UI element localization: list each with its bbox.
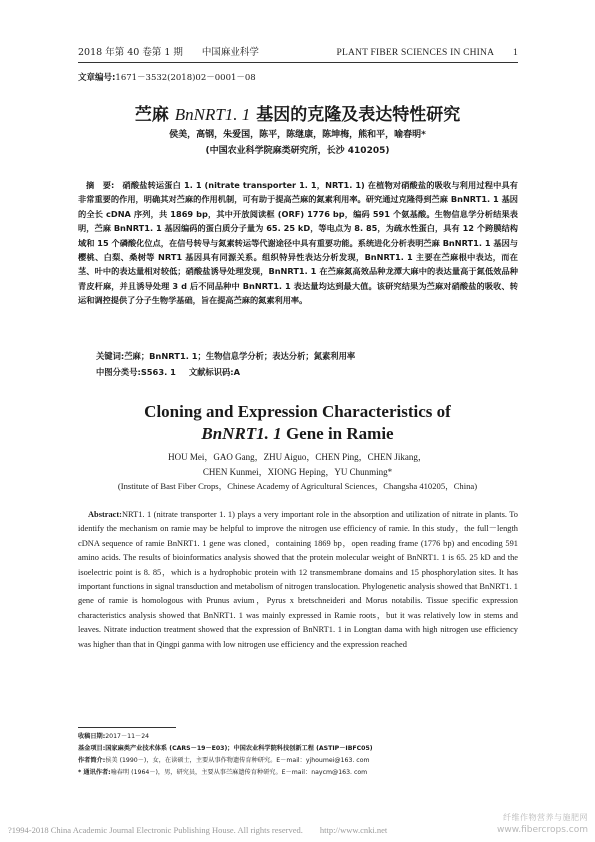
cn-title-pre: 苎麻 [134,105,175,125]
chinese-affiliation: (中国农业科学院麻类研究所，长沙 410205) [205,146,390,156]
author-bio-text: 侯美 (1990－)，女，在读硕士，主要从事作物遗传育种研究。E－mail：yjhoumei@163. com [105,757,370,764]
corresponding-text: 喻春明 (1964－)，男，研究员，主要从事苎麻遗传育种研究。E－mail：naycm@163. com [110,769,368,776]
article-number [78,71,256,83]
cn-abstract-label: 摘 要: [86,180,115,190]
watermark-line1: 纤维作物营养与施肥网 [503,813,588,822]
header-rule [78,62,518,63]
watermark-line2: www.fibercrops.com [497,825,588,835]
english-title-line1: Cloning and Expression Characteristics of [144,402,451,421]
article-number-value: 1671－3532(2018)02－0001－08 [115,73,256,83]
chinese-abstract [78,178,518,308]
watermark-logo [438,812,588,836]
keywords-label: 关键词: [96,351,125,361]
classification [96,366,240,378]
en-abstract-label: Abstract: [88,510,122,519]
chinese-title [0,100,595,125]
clc-value: S563. 1 [140,367,176,377]
english-affiliation: (Institute of Bast Fiber Crops，Chinese Academy of Agricultural Sciences，Changsha 410205，China) [117,481,478,491]
english-title-line2 [0,424,595,444]
received-date: 2017－11－24 [105,733,150,740]
keywords [96,350,355,362]
received-label: 收稿日期: [78,733,106,740]
cn-title-post: 基因的克隆及表达特性研究 [250,105,461,125]
footnote-funding [78,743,518,752]
doc-code-value: A [233,367,241,377]
doc-code-label: 文献标识码: [188,367,234,377]
footnote-received [78,731,518,740]
keywords-text: 苎麻；BnNRT1. 1；生物信息学分析；表达分析；氮素利用率 [124,351,356,361]
en-abstract-text: NRT1. 1 (nitrate transporter 1. 1) plays a very important role in the absorption and utilization of nitrate in plants. To identify the mechanism on ramie may be helpful to improve the nitrogen use efficiency of ramie. In this study，the full－length cDNA sequence of ramie BnNRT1. 1 gene was cloned，containing 1869 bp，open reading frame (1776 bp) and encoding 591 amino acids. The results of bioinformatics analysis showed that the protein molecular weight of BnNRT1. 1 is 65. 25 kD and the isoelectric point is 8. 85，which is a hydrophobic protein with 12 transmembrane domains and 15 phosphorylation sites. It has important functions in signal transduction and metabolism of nitrogen translocation. Phylogenetic analysis showed that BnNRT1. 1 gene of ramie is homologous with Prunus avium，Pyrus x bretschneideri and Morus notabilis. Tissue specific expression characteristics analysis showed that BnNRT1. 1 was mainly expressed in Ramie roots，but it was relatively low in stems and leaves. Nitrate induction treatment showed that the expression of BnNRT1. 1 in Longtan dama with high nitrogen use efficiency was higher than that in Qingpi ganma with low nitrogen use efficiency and the expression reached [78,510,518,649]
en-title-gene: BnNRT1. 1 [201,424,282,443]
funding-label: 基金项目: [78,745,106,752]
header-journal-en: PLANT FIBER SCIENCES IN CHINA 1 [336,48,518,58]
english-authors-line1: HOU Mei，GAO Gang，ZHU Aiguo，CHEN Ping，CHEN Jikang， [168,452,427,462]
funding-text: 国家麻类产业技术体系 (CARS－19－E03)；中国农业科学院科技创新工程 (ASTIP－IBFC05) [105,745,373,752]
article-number-label: 文章编号: [78,73,116,83]
english-authors-line2: CHEN Kunmei，XIONG Heping，YU Chunming* [202,467,393,477]
footnote-corresponding [78,767,518,776]
corresponding-label: * 通讯作者: [78,769,111,776]
chinese-authors: 侯美，高钢，朱爱国，陈平，陈继康，陈坤梅，熊和平，喻春明* [169,130,426,140]
header-journal-cn: 2018 年第 40 卷第 1 期 中国麻业科学 [78,47,259,58]
english-abstract [78,508,518,652]
copyright-notice: ?1994-2018 China Academic Journal Electronic Publishing House. All rights reserved. http://www.cnki.net [8,825,388,835]
cn-abstract-text: 硝酸盐转运蛋白 1. 1 (nitrate transporter 1. 1，NRT1. 1) 在植物对硝酸盐的吸收与利用过程中具有非常重要的作用，明确其对苎麻的作用机制，可有助于提高苎麻的氮素利用率。研究通过克隆得到苎麻 BnNRT1. 1 基因的全长 cDNA 序列，共 1869 bp，其中开放阅读框 (ORF) 1776 bp，编码 591 个氨基酸。生物信息学分析结果表明，苎麻 BnNRT1. 1 基因编码的蛋白质分子量为 65. 25 kD，等电点为 8. 85，为疏水性蛋白，具有 12 个跨膜结构域和 15 个磷酸化位点，在信号转导与氮素转运等代谢途径中具有重要功能。系统进化分析表明苎麻 BnNRT1. 1 基因与樱桃、白梨、桑树等 NRT1 基因具有同源关系。组织特异性表达分析发现，BnNRT1. 1 主要在苎麻根中表达，而在茎、叶中的表达量相对较低；硝酸盐诱导处理发现，BnNRT1. 1 在苎麻氮高效品种龙潭大麻中的表达量高于氮低效品种青皮杆麻，并且诱导处理 3 d 后不同品种中 BnNRT1. 1 表达量均达到最大值。该研究结果为苎麻对硝酸盐的吸收、转运和调控提供了分子生物学基础，旨在提高苎麻的氮素利用率。 [78,180,518,306]
en-title-post: Gene in Ramie [281,424,394,443]
cn-title-gene: BnNRT1. 1 [174,105,251,124]
footnote-rule [78,727,176,728]
footnote-author [78,755,518,764]
author-bio-label: 作者简介: [78,757,106,764]
clc-label: 中图分类号: [96,367,141,377]
